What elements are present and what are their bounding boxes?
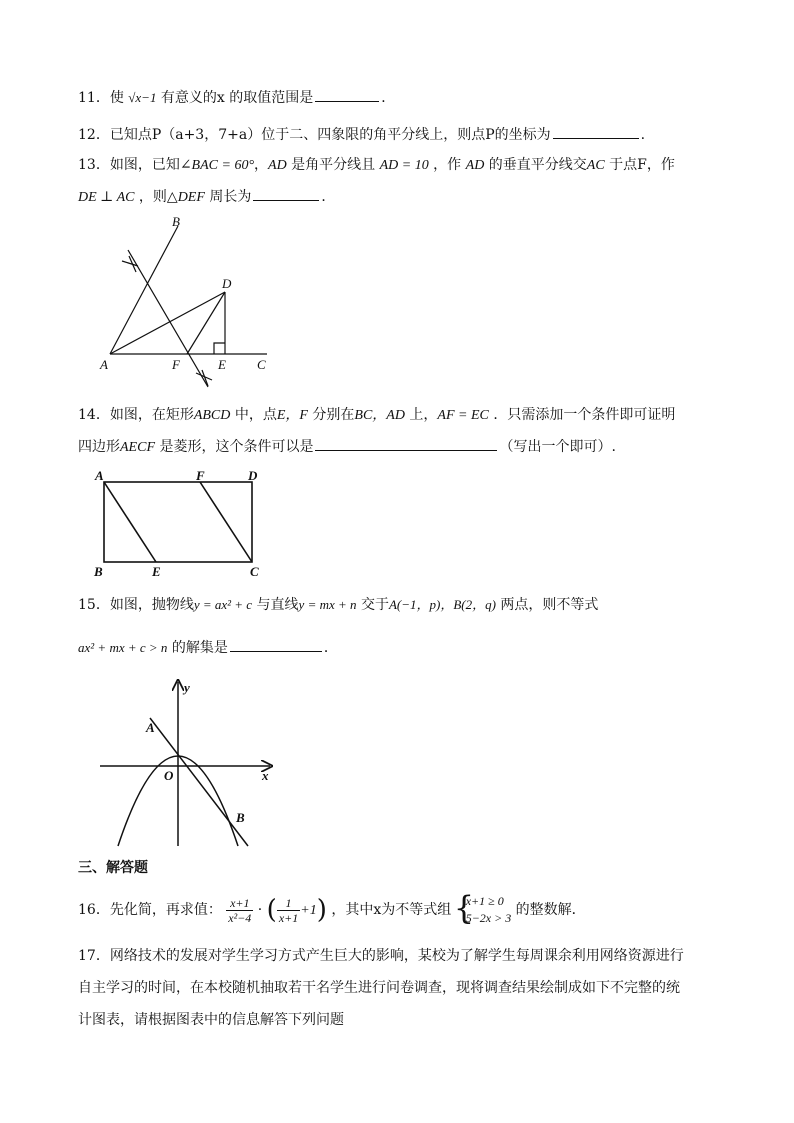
q12-text: 12．已知点P（a+3，7+a）位于二、四象限的角平分线上，则点P的坐标为 xyxy=(78,127,551,143)
label-c: C xyxy=(250,564,259,579)
q13-text-g: ，则 xyxy=(134,189,167,205)
q14-text-e: ．只需添加一个条件即可证明 xyxy=(488,407,676,423)
ray-ab xyxy=(110,226,178,354)
q15-answer-blank[interactable] xyxy=(230,637,322,652)
q14-text-h: （写出一个即可）. xyxy=(499,439,616,455)
label-f: F xyxy=(172,357,180,372)
q15-parabola: y = ax² + c xyxy=(193,597,253,612)
q16-fraction-2: $\frac{1}{x+1}$ xyxy=(278,895,299,925)
segment-fd xyxy=(187,292,225,354)
q16-prefix: 16．先化简，再求值： xyxy=(78,902,222,918)
q15-line: y = mx + n xyxy=(298,597,357,612)
q11-answer-blank[interactable] xyxy=(315,87,379,102)
question-13-line-2 xyxy=(78,186,335,208)
q16-middle: ，其中x为不等式组 xyxy=(331,902,452,918)
question-12 xyxy=(78,124,645,145)
label-d: D xyxy=(222,276,232,291)
q14-text-a: 14．如图，在矩形 xyxy=(78,407,194,423)
question-16: 16．先化简，再求值： $\frac{x+1}{\text{x²−4}}$ · ( $\frac{1}{x+1}$ +1) ，其中x为不等式组 { x+1 ≥ 0 5−2x > 3 的整数解． xyxy=(78,893,586,927)
q16-inequality-system: { x+1 ≥ 0 5−2x > 3 xyxy=(456,893,512,927)
q14-abcd: ABCD xyxy=(193,408,231,423)
q13-answer-blank[interactable] xyxy=(253,186,319,201)
q14-figure xyxy=(90,466,270,582)
label-b: B xyxy=(172,214,180,229)
label-a: A xyxy=(146,720,155,735)
q15-inequality: ax² + mx + c > n xyxy=(78,640,168,655)
q11-suffix: 有意义的x 的取值范围是 xyxy=(160,90,314,106)
label-a: A xyxy=(100,357,108,372)
q16-suffix: 的整数解． xyxy=(515,902,586,918)
perpendicular-bisector xyxy=(128,250,208,387)
q14-bc-ad: BC，AD xyxy=(354,408,405,423)
q11-end: ． xyxy=(381,90,396,106)
q14-aecf: AECF xyxy=(120,440,155,455)
q11-prefix: 11．使 xyxy=(78,90,129,106)
q16-dot: · xyxy=(257,902,263,918)
q13-angle: ∠BAC = 60° xyxy=(179,158,255,173)
question-14-line-2 xyxy=(78,436,616,458)
q15-figure xyxy=(96,676,286,852)
q15-point-b: B(2，q) xyxy=(453,597,496,612)
label-f: F xyxy=(196,468,205,483)
q14-af-ec: AF = EC xyxy=(437,408,489,423)
label-a: A xyxy=(95,468,104,483)
label-x: x xyxy=(262,768,269,783)
question-17-line-3: 计图表，请根据图表中的信息解答下列问题 xyxy=(78,1012,344,1028)
q13-text-a: 13．如图，已知 xyxy=(78,157,180,173)
label-y: y xyxy=(184,680,190,695)
question-15-line-1 xyxy=(78,595,598,615)
q15-end: ． xyxy=(323,640,338,656)
right-angle-mark xyxy=(214,343,225,354)
rectangle-abcd xyxy=(104,482,252,562)
q14-text-c: 分别在 xyxy=(307,407,355,423)
question-17-line-1: 17．网络技术的发展对学生学习方式产生巨大的影响，某校为了解学生每周课余利用网络资源进行 xyxy=(78,948,684,964)
label-b: B xyxy=(94,564,103,579)
segment-ae xyxy=(104,482,156,562)
q14-answer-blank[interactable] xyxy=(315,436,497,451)
section-heading: 三、解答题 xyxy=(78,860,148,876)
segment-fc xyxy=(200,482,252,562)
q13-text-b: ， xyxy=(254,157,269,173)
q13-ac: AC xyxy=(586,158,605,173)
label-b: B xyxy=(236,810,245,825)
question-13-line-1 xyxy=(78,155,675,176)
q15-text-d: 两点，则不等式 xyxy=(495,597,599,613)
question-14-line-1 xyxy=(78,405,675,426)
q16-plus-one: +1 xyxy=(300,903,317,918)
q13-text-f: 于点F，作 xyxy=(604,157,675,173)
q16-fraction-1: $\frac{x+1}{\text{x²−4}}$ xyxy=(228,895,252,925)
q13-text-d: ，作 xyxy=(428,157,466,173)
question-17-line-2: 自主学习的时间，在本校随机抽取若干名学生进行问卷调查，现将调查结果绘制成如下不完整的统 xyxy=(78,980,680,996)
q14-text-b: 中，点 xyxy=(230,407,277,423)
question-11 xyxy=(78,87,395,108)
q15-text-a: 15．如图，抛物线 xyxy=(78,597,194,613)
q13-triangle: △DEF xyxy=(166,190,205,205)
question-15-line-2 xyxy=(78,637,338,658)
q15-text-b: 与直线 xyxy=(252,597,299,613)
q13-text-e: 的垂直平分线交 xyxy=(484,157,587,173)
q14-text-f: 四边形 xyxy=(78,439,120,455)
label-o: O xyxy=(164,768,174,783)
q13-figure xyxy=(92,212,282,392)
label-e: E xyxy=(152,564,161,579)
q13-text-c: 是角平分线且 xyxy=(286,157,380,173)
q13-ad-10: AD = 10 xyxy=(379,158,429,173)
q13-ad: AD xyxy=(268,158,287,173)
q14-ef: E，F xyxy=(276,408,308,423)
q15-text-c: 交于 xyxy=(356,597,389,613)
q14-text-g: 是菱形，这个条件可以是 xyxy=(155,439,314,455)
q13-end: ． xyxy=(321,189,336,205)
q14-text-d: 上， xyxy=(404,407,438,423)
q12-end: . xyxy=(640,127,646,143)
q13-de-perp-ac: DE ⊥ AC xyxy=(78,190,135,205)
label-c: C xyxy=(257,357,266,372)
q15-point-a: A(−1，p)， xyxy=(388,597,454,612)
q15-text-e: 的解集是 xyxy=(167,640,228,656)
label-d: D xyxy=(248,468,258,483)
q11-sqrt-expression: √x−1 xyxy=(128,90,157,105)
q13-text-h: 周长为 xyxy=(204,189,252,205)
q13-ad-2: AD xyxy=(465,158,485,173)
q12-answer-blank[interactable] xyxy=(553,124,639,139)
segment-ad xyxy=(110,292,225,354)
label-e: E xyxy=(218,357,226,372)
